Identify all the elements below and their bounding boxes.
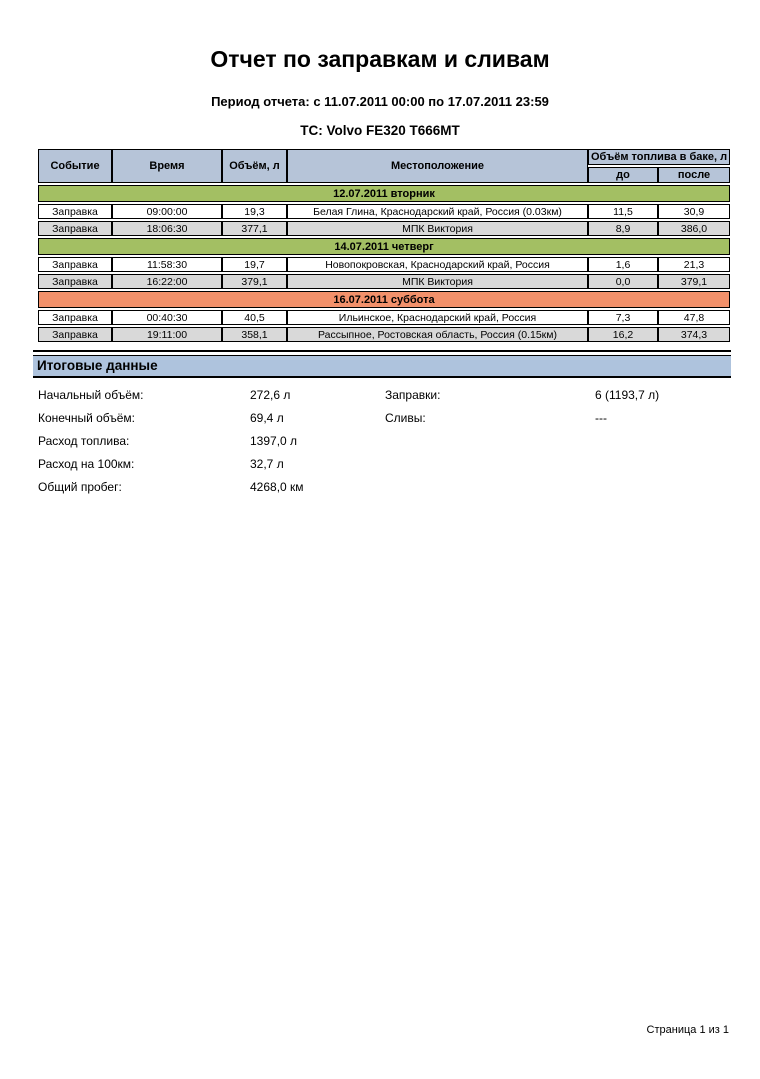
summary-section	[33, 350, 731, 494]
cell-time: 09:00:00	[112, 204, 222, 219]
report-period: Период отчета: с 11.07.2011 00:00 по 17.07.2011 23:59	[211, 94, 549, 109]
cell-after: 379,1	[658, 274, 730, 289]
column-header-after: после	[658, 167, 730, 183]
table-row	[38, 204, 730, 219]
summary-label	[385, 457, 595, 471]
summary-value: 32,7 л	[250, 457, 284, 471]
cell-volume: 19,7	[222, 257, 287, 272]
date-group-row	[38, 238, 730, 255]
table-header	[38, 149, 730, 183]
report-table-body	[38, 185, 730, 342]
summary-label	[385, 480, 595, 494]
summary-label	[385, 434, 595, 448]
summary-value	[595, 457, 731, 471]
cell-event: Заправка	[38, 274, 112, 289]
summary-title: Итоговые данные	[33, 355, 731, 378]
cell-time: 00:40:30	[112, 310, 222, 325]
date-group-row	[38, 185, 730, 202]
summary-value: 1397,0 л	[250, 434, 298, 448]
cell-event: Заправка	[38, 327, 112, 342]
vehicle-name: ТС: Volvo FE320 T666MT	[300, 123, 460, 138]
summary-label: Расход топлива:	[38, 434, 130, 448]
cell-before: 7,3	[588, 310, 658, 325]
cell-time: 19:11:00	[112, 327, 222, 342]
fuel-events-table	[38, 147, 730, 344]
cell-location: Белая Глина, Краснодарский край, Россия (0.03км)	[287, 204, 588, 219]
cell-volume: 40,5	[222, 310, 287, 325]
cell-time: 16:22:00	[112, 274, 222, 289]
cell-after: 30,9	[658, 204, 730, 219]
cell-location: Новопокровская, Краснодарский край, Россия	[287, 257, 588, 272]
summary-label: Начальный объём:	[38, 388, 144, 402]
table-row	[38, 310, 730, 325]
cell-volume: 379,1	[222, 274, 287, 289]
table-row	[38, 274, 730, 289]
column-header-event: Событие	[38, 149, 112, 183]
summary-label: Расход на 100км:	[38, 457, 135, 471]
summary-value	[595, 480, 731, 494]
cell-location: МПК Виктория	[287, 274, 588, 289]
column-header-time: Время	[112, 149, 222, 183]
cell-event: Заправка	[38, 257, 112, 272]
summary-grid	[33, 378, 731, 494]
summary-value: 6 (1193,7 л)	[595, 388, 660, 402]
summary-label: Заправки:	[385, 388, 441, 402]
cell-location: МПК Виктория	[287, 221, 588, 236]
column-header-location: Местоположение	[287, 149, 588, 183]
cell-after: 21,3	[658, 257, 730, 272]
summary-value	[595, 434, 731, 448]
summary-value: 69,4 л	[250, 411, 284, 425]
cell-event: Заправка	[38, 221, 112, 236]
summary-label: Сливы:	[385, 411, 426, 425]
date-group-header: 16.07.2011 суббота	[38, 291, 730, 308]
date-group-row	[38, 291, 730, 308]
cell-before: 8,9	[588, 221, 658, 236]
cell-before: 0,0	[588, 274, 658, 289]
date-group-header: 14.07.2011 четверг	[38, 238, 730, 255]
cell-location: Ильинское, Краснодарский край, Россия	[287, 310, 588, 325]
cell-volume: 358,1	[222, 327, 287, 342]
column-header-tank-group: Объём топлива в баке, л	[588, 149, 730, 165]
summary-value: ---	[595, 411, 607, 425]
cell-after: 374,3	[658, 327, 730, 342]
table-row	[38, 327, 730, 342]
cell-volume: 19,3	[222, 204, 287, 219]
summary-label: Конечный объём:	[38, 411, 136, 425]
table-row	[38, 257, 730, 272]
cell-before: 16,2	[588, 327, 658, 342]
summary-value: 272,6 л	[250, 388, 291, 402]
cell-volume: 377,1	[222, 221, 287, 236]
cell-after: 386,0	[658, 221, 730, 236]
cell-before: 11,5	[588, 204, 658, 219]
cell-time: 11:58:30	[112, 257, 222, 272]
date-group-header: 12.07.2011 вторник	[38, 185, 730, 202]
summary-label: Общий пробег:	[38, 480, 122, 494]
cell-location: Рассыпное, Ростовская область, Россия (0.15км)	[287, 327, 588, 342]
summary-value: 4268,0 км	[250, 480, 304, 494]
page-title: Отчет по заправкам и сливам	[210, 46, 550, 72]
column-header-before: до	[588, 167, 658, 183]
cell-before: 1,6	[588, 257, 658, 272]
page-number: Страница 1 из 1	[646, 1024, 729, 1036]
cell-time: 18:06:30	[112, 221, 222, 236]
cell-after: 47,8	[658, 310, 730, 325]
table-row	[38, 221, 730, 236]
cell-event: Заправка	[38, 204, 112, 219]
column-header-volume: Объём, л	[222, 149, 287, 183]
cell-event: Заправка	[38, 310, 112, 325]
